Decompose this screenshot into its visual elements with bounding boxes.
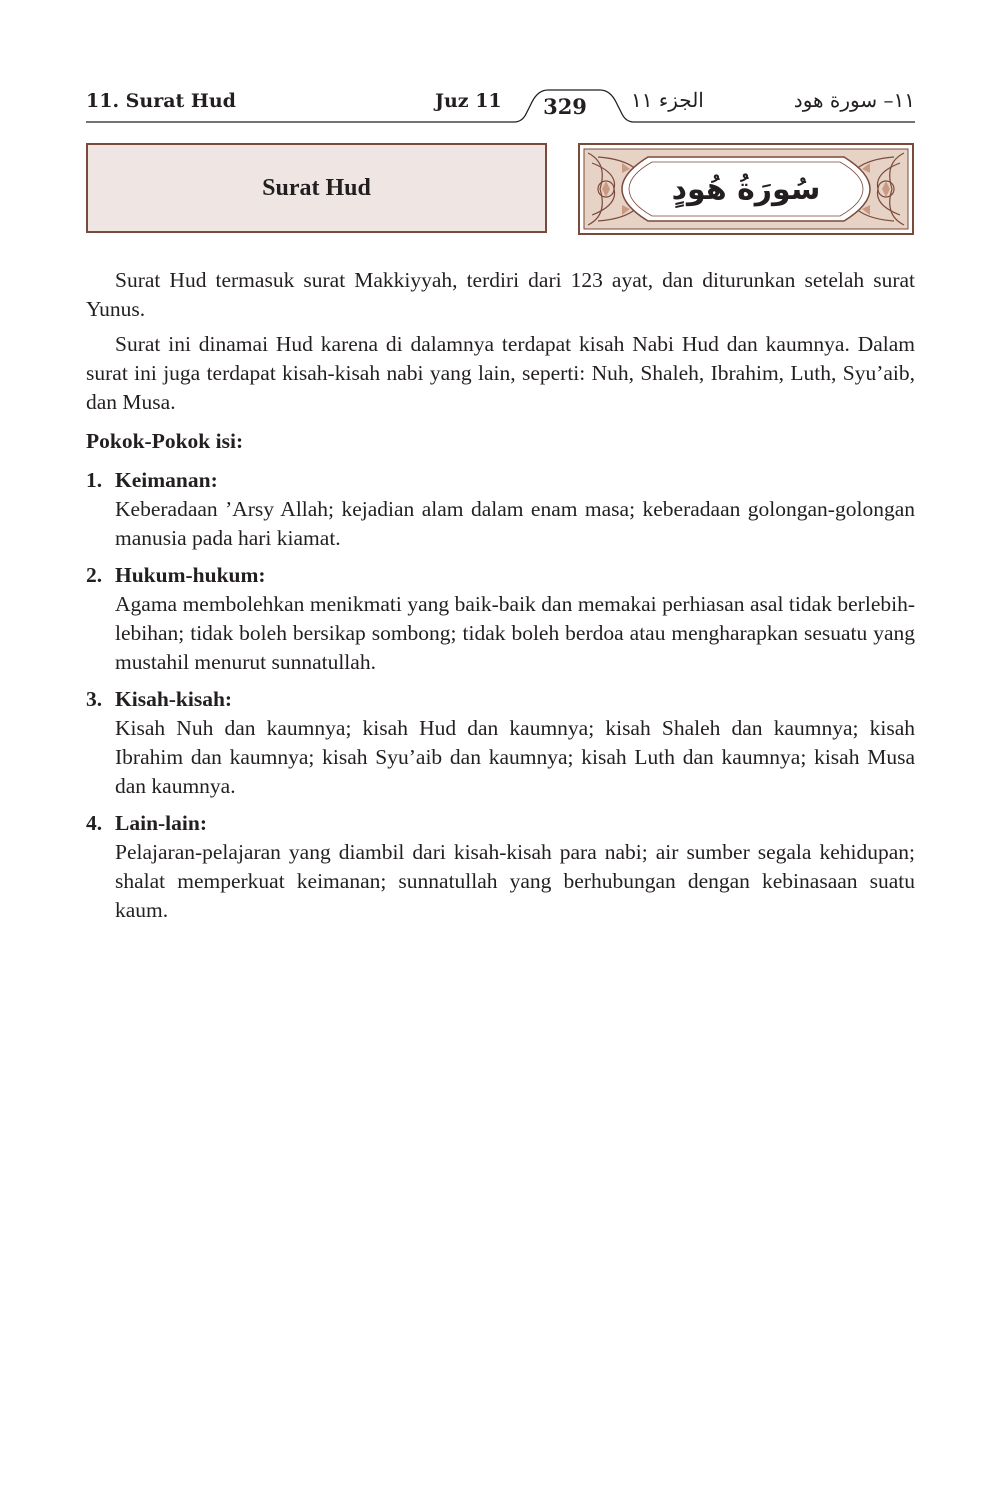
intro-paragraph-1: Surat Hud termasuk surat Makkiyyah, terdiri dari 123 ayat, dan diturunkan setelah surat Yunus.	[86, 268, 915, 321]
item-number: 3.	[86, 687, 103, 711]
item-title: Hukum-hukum:	[115, 563, 266, 587]
header-juz: Juz 11	[435, 90, 502, 112]
intro-paragraph-2: Surat ini dinamai Hud karena di dalamnya terdapat kisah Nabi Hud dan kaumnya. Dalam surat ini juga terdapat kisah-kisah nabi yang lain, seperti: Nuh, Shaleh, Ibrahim, Luth, Syu’aib, dan Musa.	[86, 332, 915, 414]
surah-title-arabic: سُورَةُ هُودٍ	[671, 171, 821, 207]
surah-title-box	[86, 143, 547, 233]
item-title: Lain-lain:	[115, 811, 207, 835]
item-body: Kisah Nuh dan kaumnya; kisah Hud dan kaumnya; kisah Shaleh dan kaumnya; kisah Ibrahim dan kaumnya; kisah Syu’aib dan kaumnya; kisah Luth dan kaumnya; kisah Musa dan kaumnya.	[115, 716, 915, 798]
item-body: Pelajaran-pelajaran yang diambil dari kisah-kisah para nabi; air sumber segala kehidupan; shalat memperkuat keimanan; sunnatullah yang berhubungan dengan kebinasaan suatu kaum.	[115, 840, 915, 922]
header-surah-latin: 11. Surat Hud	[86, 90, 236, 112]
item-body: Agama membolehkan menikmati yang baik-baik dan memakai perhiasan asal tidak berlebih-lebihan; tidak boleh bersikap sombong; tidak boleh berdoa atau mengharapkan sesuatu yang mustahil menurut sunnatullah.	[115, 592, 915, 674]
item-number: 2.	[86, 563, 103, 587]
item-number: 4.	[86, 811, 103, 835]
item-title: Kisah-kisah:	[115, 687, 233, 711]
surah-title: Surat Hud	[262, 174, 371, 201]
list-item	[86, 466, 915, 553]
page-number: 329	[543, 94, 587, 119]
page-header	[86, 82, 915, 130]
item-number: 1.	[86, 468, 103, 492]
surah-description	[86, 266, 915, 933]
pokok-heading: Pokok-Pokok isi:	[86, 429, 244, 453]
item-title: Keimanan:	[115, 468, 218, 492]
header-surah-arabic: ١١– سورة هود	[793, 88, 915, 112]
list-item	[86, 809, 915, 925]
item-body: Keberadaan ’Arsy Allah; kejadian alam dalam enam masa; keberadaan golongan-golongan manusia pada hari kiamat.	[115, 497, 915, 550]
list-item	[86, 561, 915, 677]
header-juz-arabic: الجزء ١١	[631, 88, 704, 112]
list-item	[86, 685, 915, 801]
